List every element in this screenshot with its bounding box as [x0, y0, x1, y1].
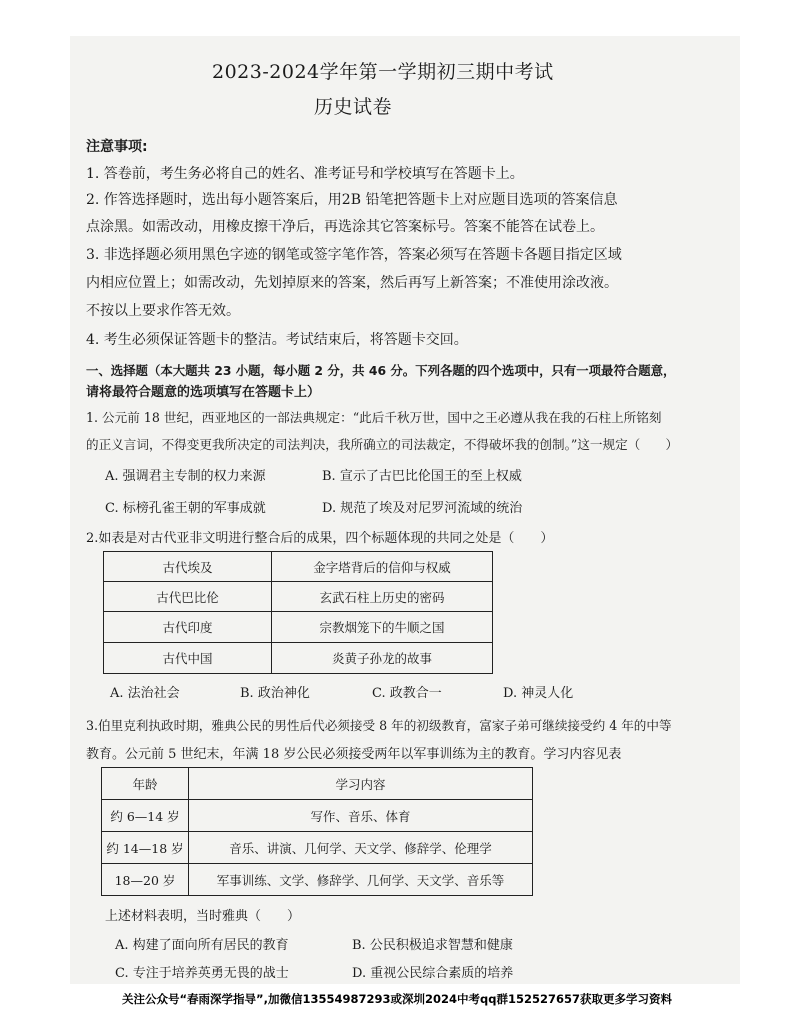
table-header-cell: 年龄	[102, 768, 189, 800]
question-3-stem: 3.伯里克利执政时期，雅典公民的男性后代必须接受 8 年的初级教育，富家子弟可继续接受约 4 年的中等	[86, 718, 672, 733]
table-header-cell: 学习内容	[189, 768, 533, 800]
table-cell: 古代埃及	[104, 552, 272, 582]
notice-line: 不按以上要求作答无效。	[86, 303, 240, 319]
table-cell: 古代印度	[104, 612, 272, 643]
question-2-stem: 2.如表是对古代亚非文明进行整合后的成果，四个标题体现的共同之处是（ ）	[86, 531, 554, 546]
table-cell: 音乐、讲演、几何学、天文学、修辞学、伦理学	[189, 832, 533, 864]
table-cell: 金字塔背后的信仰与权威	[272, 552, 493, 582]
table-row	[104, 552, 493, 582]
table-cell: 宗教烟笼下的牛顺之国	[272, 612, 493, 643]
section-heading: 请将最符合题意的选项填写在答题卡上）	[86, 385, 321, 400]
question-1-option-a: A. 强调君主专制的权力来源	[105, 469, 266, 484]
question-1-stem: 1. 公元前 18 世纪，西亚地区的一部法典规定：“此后千秋万世，国中之王必遵从我在我的石柱上所铭刻	[86, 410, 662, 425]
question-1-option-c: C. 标榜孔雀王朝的军事成就	[105, 501, 266, 516]
notice-line: 4. 考生必须保证答题卡的整洁。考试结束后，将答题卡交回。	[86, 332, 468, 348]
table-cell: 炎黄子孙龙的故事	[272, 643, 493, 674]
table-header-row	[102, 768, 533, 800]
table-cell: 约 6—14 岁	[102, 800, 189, 832]
table-row	[104, 582, 493, 612]
question-3-table	[101, 767, 533, 896]
question-2-option-b: B. 政治神化	[240, 686, 310, 701]
table-cell: 约 14—18 岁	[102, 832, 189, 864]
promo-footer: 关注公众号“春雨深学指导”,加微信13554987293或深圳2024中考qq群152527657获取更多学习资料	[0, 988, 794, 1028]
notice-heading: 注意事项:	[86, 139, 148, 155]
table-cell: 玄武石柱上历史的密码	[272, 582, 493, 612]
table-row	[104, 643, 493, 674]
exam-title: 2023-2024学年第一学期初三期中考试	[212, 61, 554, 83]
question-2-option-d: D. 神灵人化	[503, 686, 574, 701]
table-row	[104, 612, 493, 643]
section-heading: 一、选择题（本大题共 23 小题，每小题 2 分，共 46 分。下列各题的四个选项中，只有一项最符合题意，	[86, 363, 676, 378]
notice-line: 点涂黑。如需改动，用橡皮擦干净后，再选涂其它答案标号。答案不能答在试卷上。	[86, 219, 604, 235]
question-3-option-d: D. 重视公民综合素质的培养	[352, 966, 514, 981]
notice-line: 3. 非选择题必须用黑色字迹的钢笔或签字笔作答，答案必须写在答题卡各题目指定区域	[86, 247, 622, 263]
question-2-option-c: C. 政教合一	[372, 686, 442, 701]
notice-line: 内相应位置上；如需改动，先划掉原来的答案，然后再写上新答案；不准使用涂改液。	[86, 275, 618, 291]
question-1-stem: 的正义言词，不得变更我所决定的司法判决，我所确立的司法裁定，不得破坏我的创制。”这一规定（ ）	[86, 437, 679, 452]
question-2-table	[103, 551, 493, 674]
table-row	[102, 832, 533, 864]
table-cell: 军事训练、文学、修辞学、几何学、天文学、音乐等	[189, 864, 533, 896]
table-row	[102, 800, 533, 832]
question-1-option-b: B. 宣示了古巴比伦国王的至上权威	[322, 469, 522, 484]
question-3-option-b: B. 公民积极追求智慧和健康	[352, 938, 513, 953]
table-cell: 18—20 岁	[102, 864, 189, 896]
table-cell: 古代中国	[104, 643, 272, 674]
notice-line: 1. 答卷前，考生务必将自己的姓名、准考证号和学校填写在答题卡上。	[86, 166, 524, 182]
question-3-prompt: 上述材料表明，当时雅典（ ）	[105, 909, 301, 924]
question-1-option-d: D. 规范了埃及对尼罗河流域的统治	[322, 501, 523, 516]
question-3-stem: 教育。公元前 5 世纪末，年满 18 岁公民必须接受两年以军事训练为主的教育。学习内容见表	[86, 747, 622, 762]
table-cell: 古代巴比伦	[104, 582, 272, 612]
question-3-option-c: C. 专注于培养英勇无畏的战士	[115, 966, 289, 981]
notice-line: 2. 作答选择题时，选出每小题答案后，用2B 铅笔把答题卡上对应题目选项的答案信息	[86, 192, 618, 208]
table-cell: 写作、音乐、体育	[189, 800, 533, 832]
question-3-option-a: A. 构建了面向所有居民的教育	[115, 938, 289, 953]
question-2-option-a: A. 法治社会	[110, 686, 180, 701]
exam-subtitle: 历史试卷	[314, 96, 393, 118]
table-row	[102, 864, 533, 896]
